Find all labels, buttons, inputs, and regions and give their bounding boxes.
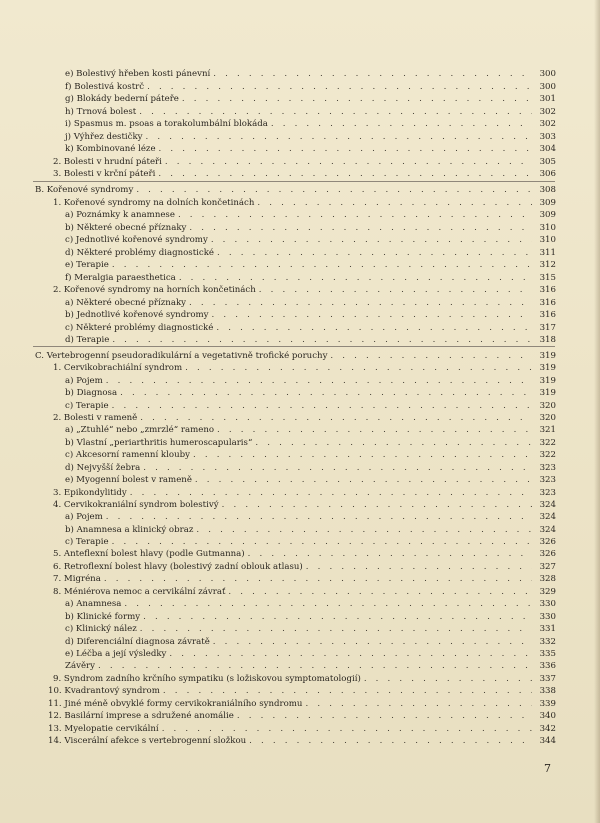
toc-entry-title: 1. Cervikobrachiální syndrom [53,363,183,373]
toc-entry-page: 329 [539,587,556,597]
toc-entry-page: 330 [539,612,556,622]
toc-entry-page: 300 [539,69,556,79]
toc-entry [53,487,556,499]
section-divider [33,346,555,347]
toc-entry-title: Závěry [65,661,95,671]
toc-entry [53,673,556,685]
toc-entry [65,272,556,284]
dot-leader [140,623,532,635]
toc-entry [65,81,556,93]
dot-leader [330,350,532,362]
dot-leader [104,573,532,585]
dot-leader [237,710,532,722]
toc-entry-page: 335 [539,649,556,659]
toc-entry [53,156,556,168]
toc-entry-title: a) Některé obecné příznaky [65,298,187,308]
toc-entry [65,449,556,461]
toc-entry-title: a) Poznámky k anamnese [65,210,175,220]
toc-entry-title: e) Léčba a její výsledky [65,649,167,659]
toc-entry-page: 303 [539,132,556,142]
dot-leader [158,168,532,180]
toc-entry [65,462,556,474]
toc-entry [65,247,556,259]
dot-leader [147,81,532,93]
toc-entry-title: 12. Basilární imprese a sdružené anomálie [48,711,234,721]
toc-entry [35,184,556,196]
toc-entry [65,234,556,246]
toc-entry-title: h) Trnová bolest [65,107,137,117]
toc-entry-title: 3. Epikondylitidy [53,488,127,498]
toc-entry [65,259,556,271]
toc-entry-title: e) Bolestivý hřeben kosti pánevní [65,69,211,79]
toc-entry [65,437,556,449]
dot-leader [179,272,532,284]
dot-leader [130,487,532,499]
dot-leader [165,156,532,168]
toc-entry-page: 317 [539,323,556,333]
dot-leader [139,106,532,118]
toc-entry-title: d) Nejvyšší žebra [65,463,141,473]
dot-leader [112,536,532,548]
dot-leader [182,93,532,105]
toc-entry-title: b) Diagnosa [65,388,118,398]
toc-entry-page: 320 [539,401,556,411]
dot-leader [217,424,532,436]
toc-entry [65,209,556,221]
toc-entry-title: a) „Ztuhlé“ nebo „zmrzlé“ rameno [65,425,215,435]
dot-leader [185,362,532,374]
toc-entry [65,222,556,234]
toc-entry-title: c) Klinický nález [65,624,137,634]
toc-entry [65,623,556,635]
toc-entry [65,636,556,648]
dot-leader [249,735,532,747]
dot-leader [271,118,532,130]
toc-entry [65,131,556,143]
dot-leader [143,611,532,623]
toc-entry-title: d) Některé problémy diagnostické [65,248,215,258]
toc-entry-title: b) Některé obecné příznaky [65,223,187,233]
toc-entry-page: 315 [539,273,556,283]
dot-leader [146,131,532,143]
toc-entry [65,322,556,334]
toc-entry-page: 324 [539,500,556,510]
toc-entry-page: 310 [539,223,556,233]
dot-leader [163,685,532,697]
toc-entry [53,561,556,573]
toc-entry-page: 316 [539,285,556,295]
toc-entry-page: 301 [539,94,556,104]
toc-entry-page: 302 [539,119,556,129]
dot-leader [189,297,532,309]
toc-entry [65,524,556,536]
toc-entry-page: 309 [539,210,556,220]
toc-entry-page: 320 [539,413,556,423]
toc-entry [48,735,556,747]
toc-entry [65,309,556,321]
toc-entry-page: 302 [539,107,556,117]
toc-entry [65,474,556,486]
toc-entry [48,698,556,710]
toc-entry [65,511,556,523]
toc-entry [65,598,556,610]
dot-leader [248,548,532,560]
toc-entry-title: 2. Bolesti v hrudní páteři [53,157,162,167]
toc-entry [65,68,556,80]
toc-entry [48,723,556,735]
dot-leader [196,524,532,536]
toc-entry-title: 13. Myelopatie cervikální [48,724,159,734]
dot-leader [136,184,532,196]
toc-entry [65,297,556,309]
toc-entry-page: 323 [539,475,556,485]
dot-leader [189,222,532,234]
toc-entry-page: 316 [539,310,556,320]
toc-entry [53,573,556,585]
dot-leader [178,209,532,221]
toc-entry [65,424,556,436]
dot-leader [112,334,532,346]
toc-entry-page: 319 [539,388,556,398]
toc-entry [53,168,556,180]
toc-entry-page: 338 [539,686,556,696]
dot-leader [195,474,532,486]
toc-entry-title: d) Diferenciální diagnosa závratě [65,637,210,647]
toc-entry-title: c) Některé problémy diagnostické [65,323,214,333]
toc-entry-title: 5. Anteflexní bolest hlavy (podle Gutmanna) [53,549,245,559]
toc-entry-page: 342 [539,724,556,734]
toc-entry-title: g) Blokády bederní páteře [65,94,179,104]
dot-leader [222,499,532,511]
toc-entry-page: 304 [539,144,556,154]
dot-leader [228,586,532,598]
toc-entry-page: 309 [539,198,556,208]
dot-leader [212,309,533,321]
toc-entry-title: b) Jednotlivé kořenové syndromy [65,310,209,320]
toc-entry-page: 310 [539,235,556,245]
toc-entry [53,197,556,209]
dot-leader [140,412,532,424]
toc-entry-page: 308 [539,185,556,195]
dot-leader [98,660,532,672]
dot-leader [255,437,532,449]
dot-leader [124,598,532,610]
toc-entry [65,611,556,623]
toc-entry-page: 326 [539,537,556,547]
toc-entry-title: c) Terapie [65,537,109,547]
toc-entry-title: a) Pojem [65,512,103,522]
toc-entry [53,548,556,560]
toc-entry-page: 305 [539,157,556,167]
toc-entry-title: d) Terapie [65,335,110,345]
toc-entry-title: 2. Bolesti v rameně [53,413,138,423]
dot-leader [159,143,532,155]
toc-entry-page: 323 [539,463,556,473]
toc-entry [48,685,556,697]
toc-entry [65,93,556,105]
toc-entry [65,334,556,346]
dot-leader [112,259,532,271]
dot-leader [257,197,532,209]
toc-entry [48,710,556,722]
toc-entry-title: c) Akcesorní ramenní klouby [65,450,190,460]
toc-entry [65,660,556,672]
toc-entry-title: 4. Cervikokraniální syndrom bolestivý [53,500,219,510]
toc-entry-page: 311 [539,248,556,258]
dot-leader [217,247,532,259]
dot-leader [112,400,532,412]
toc-entry-title: 8. Méniérova nemoc a cervikální závrať [53,587,226,597]
toc-entry-page: 344 [539,736,556,746]
dot-leader [259,284,532,296]
toc-entry [65,387,556,399]
page-number: 7 [544,762,551,775]
toc-entry-title: 14. Viscerální afekce s vertebrogenní složkou [48,736,247,746]
dot-leader [216,322,532,334]
toc-entry-title: 1. Kořenové syndromy na dolních končetinách [53,198,255,208]
toc-entry-title: i) Spasmus m. psoas a torakolumbální blokáda [65,119,268,129]
toc-entry-title: j) Výhřez destičky [65,132,143,142]
toc-entry-title: 6. Retroflexní bolest hlavy (bolestivý zadní oblouk atlasu) [53,562,303,572]
toc-entry-title: c) Terapie [65,401,109,411]
toc-entry-title: f) Meralgia paraesthetica [65,273,176,283]
toc-entry-page: 326 [539,549,556,559]
toc-entry [53,284,556,296]
toc-entry-page: 319 [539,363,556,373]
toc-entry-page: 321 [539,425,556,435]
toc-entry-page: 312 [539,260,556,270]
toc-entry [65,536,556,548]
toc-entry-title: B. Kořenové syndromy [35,185,134,195]
toc-entry-title: 2. Kořenové syndromy na horních končetinách [53,285,256,295]
toc-entry-title: k) Kombinované léze [65,144,156,154]
toc-entry-page: 300 [539,82,556,92]
toc-entry-page: 327 [539,562,556,572]
dot-leader [169,648,532,660]
toc-entry-page: 324 [539,512,556,522]
toc-entry-title: b) Klinické formy [65,612,141,622]
toc-entry [53,412,556,424]
toc-entry-page: 332 [539,637,556,647]
toc-entry-title: a) Pojem [65,376,103,386]
dot-leader [162,723,532,735]
toc-entry-page: 319 [539,376,556,386]
dot-leader [106,375,532,387]
toc-entry-page: 322 [539,450,556,460]
toc-entry-page: 336 [539,661,556,671]
toc-entry-title: b) Vlastní „periarthritis humeroscapularis“ [65,438,253,448]
toc-entry-page: 331 [539,624,556,634]
toc-entry [35,350,556,362]
toc-entry [65,106,556,118]
toc-entry-page: 323 [539,488,556,498]
toc-entry-title: c) Jednotlivé kořenové syndromy [65,235,208,245]
dot-leader [143,462,532,474]
toc-entry [65,118,556,130]
toc-entry [65,648,556,660]
dot-leader [106,511,532,523]
toc-entry-title: 3. Bolesti v krční páteři [53,169,156,179]
toc-entry-title: e) Myogenní bolest v rameně [65,475,192,485]
dot-leader [213,68,532,80]
dot-leader [211,234,532,246]
toc-entry-page: 340 [539,711,556,721]
toc-entry-page: 319 [539,351,556,361]
toc-entry-page: 316 [539,298,556,308]
dot-leader [193,449,532,461]
dot-leader [305,698,532,710]
toc-entry [65,143,556,155]
toc-entry-title: 11. Jiné méně obvyklé formy cervikokraniálního syndromu [48,699,303,709]
toc-entry-page: 330 [539,599,556,609]
toc-entry-title: f) Bolestivá kostrč [65,82,145,92]
dot-leader [120,387,532,399]
toc-entry-title: e) Terapie [65,260,109,270]
dot-leader [306,561,532,573]
toc-entry [65,375,556,387]
section-divider [33,181,555,182]
toc-entry-page: 318 [539,335,556,345]
toc-entry-title: 10. Kvadrantový syndrom [48,686,160,696]
toc-entry-page: 328 [539,574,556,584]
toc-entry-title: b) Anamnesa a klinický obraz [65,525,194,535]
toc-entry-page: 322 [539,438,556,448]
toc-entry-title: C. Vertebrogenní pseudoradikulární a vegetativně trofické poruchy [35,351,328,361]
toc-entry [53,362,556,374]
toc-entry-page: 306 [539,169,556,179]
toc-entry-page: 324 [539,525,556,535]
toc-entry-title: a) Anamnesa [65,599,122,609]
toc-entry [65,400,556,412]
toc-entry [53,499,556,511]
dot-leader [213,636,532,648]
toc-entry-page: 339 [539,699,556,709]
toc-entry-page: 337 [539,674,556,684]
toc-entry-title: 7. Migréna [53,574,101,584]
toc-entry-title: 9. Syndrom zadního krčního sympatiku (s ložiskovou symptomatologií) [53,674,361,684]
page-edge-shadow [594,0,600,823]
dot-leader [364,673,532,685]
toc-entry [53,586,556,598]
